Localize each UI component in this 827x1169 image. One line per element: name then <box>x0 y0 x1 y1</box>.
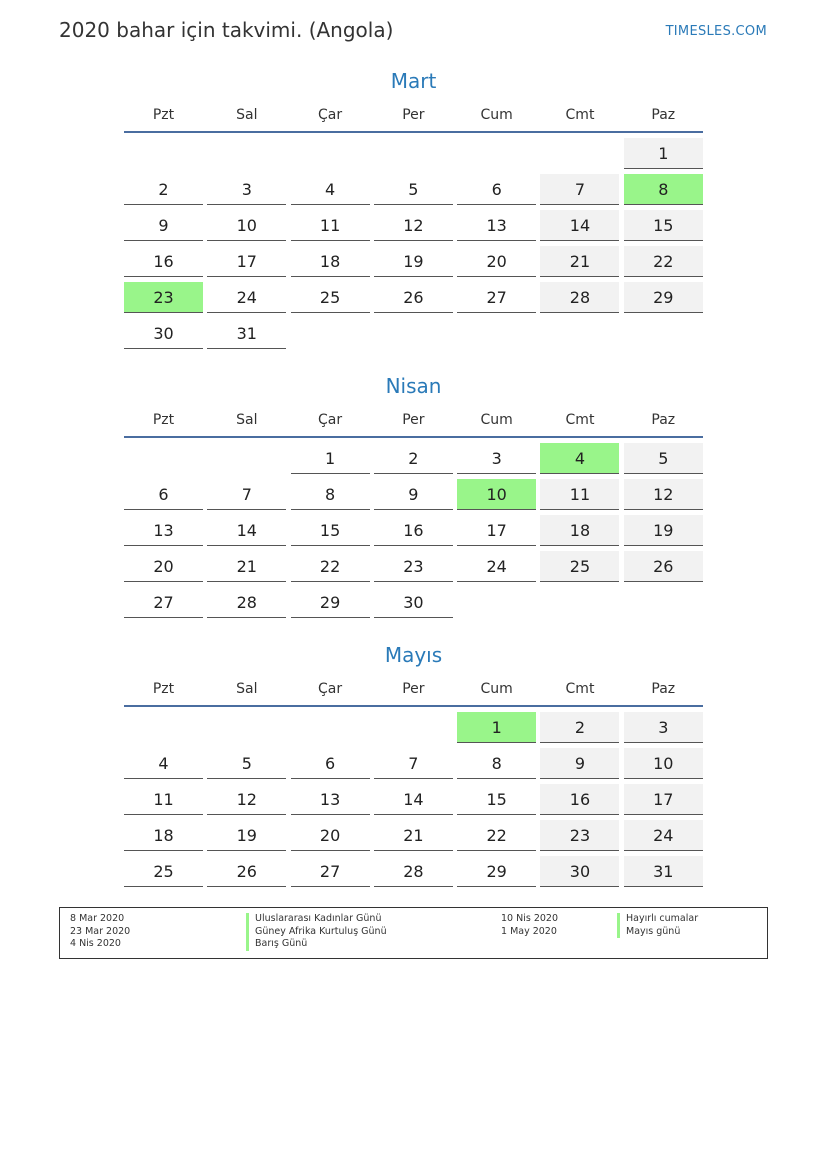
header-rule <box>124 705 703 707</box>
day-cell: 22 <box>457 820 536 851</box>
day-cell: 1 <box>291 443 370 474</box>
weekday-label: Çar <box>318 412 343 428</box>
empty-day-cell <box>457 587 536 618</box>
weekday-label: Per <box>402 107 425 123</box>
empty-day-cell <box>457 138 536 169</box>
weekday-label: Cum <box>480 412 513 428</box>
day-cell: 3 <box>207 174 286 205</box>
day-cell: 5 <box>374 174 453 205</box>
week-row <box>124 138 703 174</box>
weekday-label: Per <box>402 412 425 428</box>
day-cell: 4 <box>291 174 370 205</box>
day-cell: 16 <box>124 246 203 277</box>
day-cell: 13 <box>124 515 203 546</box>
day-cell: 19 <box>624 515 703 546</box>
week-row <box>124 318 703 354</box>
week-row <box>124 479 703 515</box>
day-cell: 26 <box>207 856 286 887</box>
day-cell: 11 <box>540 479 619 510</box>
day-cell: 18 <box>540 515 619 546</box>
day-cell: 18 <box>291 246 370 277</box>
day-cell: 9 <box>374 479 453 510</box>
day-cell: 25 <box>124 856 203 887</box>
empty-day-cell <box>457 318 536 349</box>
day-cell: 27 <box>124 587 203 618</box>
month-title: Mart <box>390 69 437 93</box>
day-cell: 2 <box>124 174 203 205</box>
empty-day-cell <box>540 138 619 169</box>
week-row <box>124 515 703 551</box>
weekday-label: Cmt <box>565 107 595 123</box>
holiday-day-cell: 1 <box>457 712 536 743</box>
day-cell: 1 <box>624 138 703 169</box>
day-cell: 12 <box>624 479 703 510</box>
weekday-header <box>124 101 703 131</box>
day-grid <box>124 712 703 892</box>
header-rule <box>124 436 703 438</box>
day-cell: 27 <box>457 282 536 313</box>
day-cell: 30 <box>374 587 453 618</box>
day-grid <box>124 138 703 354</box>
holiday-day-cell: 10 <box>457 479 536 510</box>
day-cell: 8 <box>457 748 536 779</box>
day-cell: 6 <box>124 479 203 510</box>
day-cell: 25 <box>540 551 619 582</box>
day-cell: 7 <box>207 479 286 510</box>
legend-holiday-date: 1 May 2020 <box>501 925 557 937</box>
empty-day-cell <box>124 138 203 169</box>
weekday-label: Paz <box>651 412 676 428</box>
day-cell: 17 <box>457 515 536 546</box>
month-title: Mayıs <box>384 643 443 667</box>
weekday-label: Pzt <box>152 107 175 123</box>
day-grid <box>124 443 703 623</box>
week-row <box>124 820 703 856</box>
holiday-day-cell: 8 <box>624 174 703 205</box>
day-cell: 20 <box>457 246 536 277</box>
day-cell: 11 <box>291 210 370 241</box>
day-cell: 15 <box>291 515 370 546</box>
weekday-label: Pzt <box>152 412 175 428</box>
day-cell: 5 <box>207 748 286 779</box>
legend-holiday-name: Güney Afrika Kurtuluş Günü <box>246 926 387 939</box>
legend-names-left <box>246 913 387 951</box>
month-march <box>124 70 703 354</box>
day-cell: 24 <box>457 551 536 582</box>
day-cell: 26 <box>374 282 453 313</box>
day-cell: 23 <box>374 551 453 582</box>
day-cell: 22 <box>624 246 703 277</box>
day-cell: 28 <box>374 856 453 887</box>
empty-day-cell <box>540 587 619 618</box>
weekday-label: Paz <box>651 681 676 697</box>
day-cell: 12 <box>207 784 286 815</box>
weekday-header <box>124 675 703 705</box>
day-cell: 28 <box>540 282 619 313</box>
day-cell: 23 <box>540 820 619 851</box>
day-cell: 12 <box>374 210 453 241</box>
legend-holiday-date: 23 Mar 2020 <box>70 925 131 937</box>
weekday-label: Cmt <box>565 681 595 697</box>
day-cell: 16 <box>374 515 453 546</box>
day-cell: 7 <box>540 174 619 205</box>
header-rule <box>124 131 703 133</box>
day-cell: 14 <box>540 210 619 241</box>
empty-day-cell <box>374 712 453 743</box>
legend-holiday-name: Hayırlı cumalar <box>617 913 698 926</box>
day-cell: 3 <box>624 712 703 743</box>
day-cell: 10 <box>207 210 286 241</box>
day-cell: 29 <box>457 856 536 887</box>
legend-holiday-date: 4 Nis 2020 <box>70 938 121 949</box>
day-cell: 19 <box>374 246 453 277</box>
legend-dates-left <box>70 913 130 951</box>
week-row <box>124 748 703 784</box>
day-cell: 21 <box>207 551 286 582</box>
week-row <box>124 282 703 318</box>
day-cell: 11 <box>124 784 203 815</box>
day-cell: 30 <box>124 318 203 349</box>
month-april <box>124 375 703 623</box>
month-title: Nisan <box>385 374 442 398</box>
legend-holiday-date: 8 Mar 2020 <box>70 913 125 924</box>
week-row <box>124 712 703 748</box>
day-cell: 2 <box>540 712 619 743</box>
empty-day-cell <box>124 443 203 474</box>
week-row <box>124 443 703 479</box>
week-row <box>124 587 703 623</box>
holiday-legend <box>59 907 768 959</box>
legend-dates-right <box>501 913 558 938</box>
month-may <box>124 644 703 892</box>
day-cell: 26 <box>624 551 703 582</box>
empty-day-cell <box>207 138 286 169</box>
day-cell: 16 <box>540 784 619 815</box>
day-cell: 8 <box>291 479 370 510</box>
day-cell: 30 <box>540 856 619 887</box>
day-cell: 4 <box>124 748 203 779</box>
day-cell: 17 <box>624 784 703 815</box>
day-cell: 15 <box>624 210 703 241</box>
day-cell: 3 <box>457 443 536 474</box>
legend-holiday-name: Uluslararası Kadınlar Günü <box>246 913 387 926</box>
weekday-label: Pzt <box>152 681 175 697</box>
weekday-label: Cum <box>480 681 513 697</box>
weekday-label: Per <box>402 681 425 697</box>
day-cell: 5 <box>624 443 703 474</box>
empty-day-cell <box>540 318 619 349</box>
week-row <box>124 856 703 892</box>
legend-holiday-date: 10 Nis 2020 <box>501 913 558 924</box>
day-cell: 28 <box>207 587 286 618</box>
holiday-day-cell: 4 <box>540 443 619 474</box>
week-row <box>124 784 703 820</box>
legend-holiday-name: Mayıs günü <box>617 926 698 939</box>
week-row <box>124 246 703 282</box>
empty-day-cell <box>124 712 203 743</box>
day-cell: 9 <box>124 210 203 241</box>
day-cell: 21 <box>374 820 453 851</box>
day-cell: 10 <box>624 748 703 779</box>
page-title: 2020 bahar için takvimi. (Angola) <box>59 18 394 42</box>
weekday-label: Sal <box>236 681 258 697</box>
empty-day-cell <box>624 587 703 618</box>
weekday-label: Çar <box>318 681 343 697</box>
empty-day-cell <box>624 318 703 349</box>
day-cell: 15 <box>457 784 536 815</box>
legend-holiday-name: Barış Günü <box>246 938 387 951</box>
empty-day-cell <box>291 318 370 349</box>
weekday-label: Paz <box>651 107 676 123</box>
day-cell: 9 <box>540 748 619 779</box>
weekday-label: Cmt <box>565 412 595 428</box>
empty-day-cell <box>374 138 453 169</box>
day-cell: 13 <box>291 784 370 815</box>
empty-day-cell <box>207 443 286 474</box>
holiday-day-cell: 23 <box>124 282 203 313</box>
weekday-label: Cum <box>480 107 513 123</box>
day-cell: 6 <box>291 748 370 779</box>
day-cell: 24 <box>624 820 703 851</box>
day-cell: 14 <box>374 784 453 815</box>
weekday-label: Sal <box>236 412 258 428</box>
weekday-label: Çar <box>318 107 343 123</box>
day-cell: 18 <box>124 820 203 851</box>
day-cell: 20 <box>124 551 203 582</box>
week-row <box>124 551 703 587</box>
day-cell: 31 <box>207 318 286 349</box>
day-cell: 29 <box>624 282 703 313</box>
week-row <box>124 174 703 210</box>
legend-names-right <box>617 913 698 938</box>
brand-link[interactable]: TIMESLES.COM <box>665 24 767 39</box>
empty-day-cell <box>291 712 370 743</box>
day-cell: 20 <box>291 820 370 851</box>
day-cell: 31 <box>624 856 703 887</box>
day-cell: 6 <box>457 174 536 205</box>
day-cell: 29 <box>291 587 370 618</box>
day-cell: 21 <box>540 246 619 277</box>
day-cell: 14 <box>207 515 286 546</box>
empty-day-cell <box>207 712 286 743</box>
day-cell: 22 <box>291 551 370 582</box>
day-cell: 13 <box>457 210 536 241</box>
weekday-label: Sal <box>236 107 258 123</box>
day-cell: 25 <box>291 282 370 313</box>
day-cell: 27 <box>291 856 370 887</box>
day-cell: 24 <box>207 282 286 313</box>
week-row <box>124 210 703 246</box>
empty-day-cell <box>374 318 453 349</box>
day-cell: 19 <box>207 820 286 851</box>
day-cell: 7 <box>374 748 453 779</box>
weekday-header <box>124 406 703 436</box>
day-cell: 17 <box>207 246 286 277</box>
empty-day-cell <box>291 138 370 169</box>
day-cell: 2 <box>374 443 453 474</box>
